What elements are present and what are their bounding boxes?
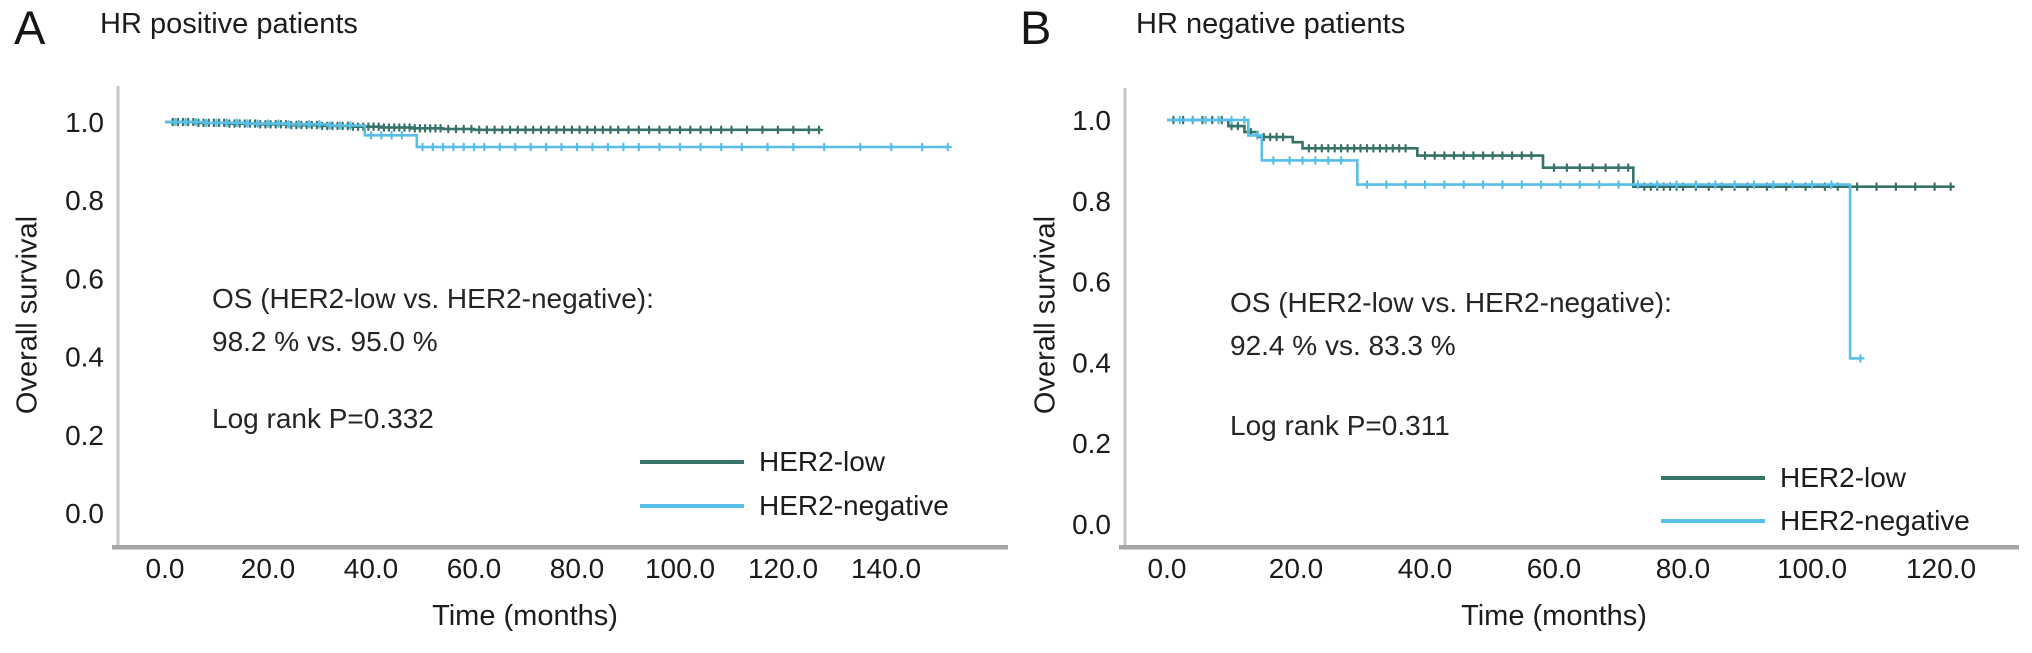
legend-line-her2-low-b [1661,476,1765,480]
y-tick-label: 0.8 [65,185,104,217]
y-tick-label: 0.6 [65,263,104,295]
y-axis-line [117,86,120,549]
legend-item-her2-negative-a [640,490,949,522]
annotation-os-values-a: 98.2 % vs. 95.0 % [212,326,438,357]
legend-line-her2-negative-b [1661,519,1765,523]
legend-item-her2-negative-b [1661,505,1970,537]
y-tick-label: 1.0 [1072,105,1111,136]
x-tick-label: 0.0 [145,553,185,584]
legend-item-her2-low-b [1661,462,1906,494]
survival-curve-her2-low [1167,120,1954,187]
annotation-logrank-a: Log rank P=0.332 [212,403,434,434]
censor-marks-her2-negative [1177,117,1864,362]
legend-label-her2-low-b: HER2-low [1780,462,1907,493]
x-tick-label: 20.0 [1268,553,1324,584]
y-tick-label: 0.0 [1072,509,1111,540]
x-tick-label: 140.0 [850,553,922,584]
panel-b [1016,0,2032,653]
y-tick-label: 1.0 [65,107,104,138]
panel-title-a: HR positive patients [100,8,358,40]
y-axis-label-a: Overall survival [11,215,44,415]
annotation-os-comparison-a: OS (HER2-low vs. HER2-negative): [212,283,654,314]
censor-marks-her2-low [1170,117,1954,190]
x-tick-label: 0.0 [1147,553,1187,584]
y-tick-label: 0.8 [1072,185,1111,217]
x-tick-label: 120.0 [747,553,819,584]
x-axis-line [1119,545,2019,550]
x-axis-line [112,545,1008,550]
x-tick-label: 100.0 [1776,553,1848,584]
legend-label-her2-negative-b: HER2-negative [1780,505,1970,536]
x-tick-label: 20.0 [240,553,296,584]
legend-line-her2-negative-a [640,504,744,508]
x-tick-label: 120.0 [1905,553,1977,584]
legend-item-her2-low-a [640,446,885,478]
x-tick-label: 100.0 [644,553,716,584]
panel-label-b: B [1020,1,1052,54]
x-tick-label: 60.0 [446,553,502,584]
x-axis-label-b: Time (months) [1461,600,1647,632]
y-tick-label: 0.4 [65,341,104,373]
km-plot-b [1016,0,2032,653]
y-tick-label: 0.4 [1072,347,1111,379]
x-tick-label: 40.0 [1397,553,1453,584]
y-tick-label: 0.2 [65,419,104,451]
legend-label-her2-negative-a: HER2-negative [759,490,949,521]
legend-label-her2-low-a: HER2-low [759,446,886,477]
y-axis-label-b: Overall survival [1029,215,1062,415]
panel-label-a: A [14,1,46,54]
x-axis-label-a: Time (months) [432,600,618,632]
censor-marks-her2-negative [172,119,951,150]
annotation-os-values-b: 92.4 % vs. 83.3 % [1230,330,1456,361]
x-tick-label: 40.0 [343,553,399,584]
x-tick-label: 60.0 [1526,553,1582,584]
x-tick-label: 80.0 [549,553,605,584]
y-tick-label: 0.0 [65,498,104,529]
annotation-logrank-b: Log rank P=0.311 [1230,410,1450,441]
annotation-os-comparison-b: OS (HER2-low vs. HER2-negative): [1230,287,1672,318]
y-tick-label: 0.6 [1072,266,1111,298]
x-tick-label: 80.0 [1655,553,1711,584]
legend-line-her2-low-a [640,460,744,464]
panel-title-b: HR negative patients [1136,8,1406,40]
y-tick-label: 0.2 [1072,428,1111,460]
y-axis-line [1124,88,1127,549]
